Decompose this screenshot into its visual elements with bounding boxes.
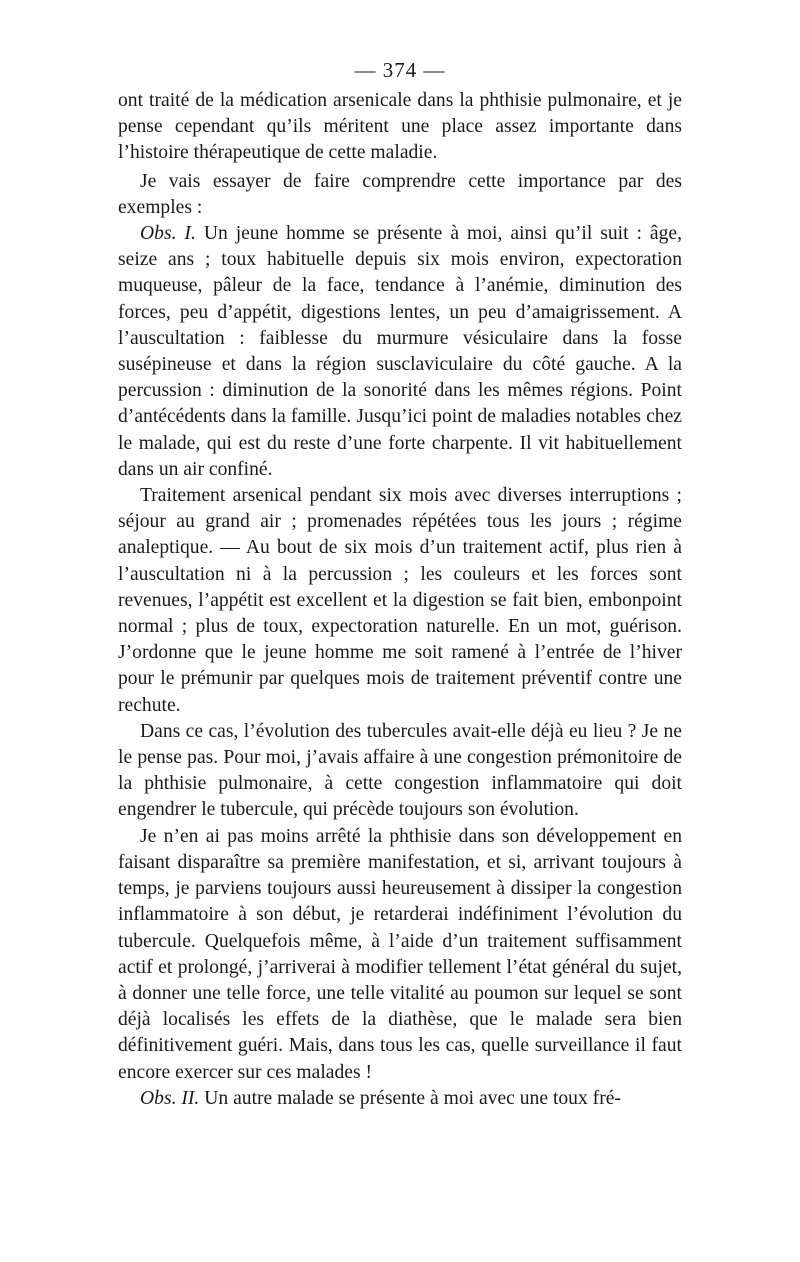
- observation-label: Obs. I.: [140, 223, 196, 245]
- paragraph-discussion: Dans ce cas, l’évolution des tubercules avait-elle déjà eu lieu ? Je ne le pense pas. Pour moi, j’avais affaire à une congestion prémonitoire de la phthisie pulmonaire, à cette congestion inflammatoire qui doit engendrer le tubercule, qui précède toujours son évolution.: [118, 720, 682, 821]
- observation-label: Obs. II.: [140, 1087, 200, 1109]
- observation-2: [118, 1086, 682, 1112]
- page-number: — 374 —: [354, 58, 446, 82]
- paragraph-2: Je vais essayer de faire comprendre cette importance par des exemples :: [118, 170, 682, 218]
- paragraph-treatment: Traitement arsenical pendant six mois avec diverses interruptions ; séjour au grand air ; promenades répétées tous les jours ; régime analeptique. — Au bout de six mois d’un traitement actif, plus rien à l’auscultation ni à la percussion ; les couleurs et les forces sont revenues, l’appétit est excellent et la digestion se fait bien, embonpoint normal ; plus de toux, expectoration naturelle. En un mot, guérison. J’ordonne que le jeune homme me soit ramené à l’entrée de l’hiver pour le prémunir par quelques mois de traitement préventif contre une rechute.: [118, 485, 682, 716]
- body-text: [118, 88, 682, 1112]
- observation-text: Un jeune homme se présente à moi, ainsi qu’il suit : âge, seize ans ; toux habituelle depuis six mois environ, expectoration muqueuse, pâleur de la face, tendance à l’anémie, diminution des forces, peu d’appétit, digestions lentes, un peu d’amaigrissement. A l’auscultation : faiblesse du murmure vésiculaire dans la fosse susépineuse et dans la région susclaviculaire du côté gauche. A la percussion : diminution de la sonorité dans les mêmes régions. Point d’antécédents dans la famille. Jusqu’ici point de maladies notables chez le malade, qui est du reste d’une forte charpente. Il vit habituellement dans un air confiné.: [118, 223, 682, 480]
- observation-text: Un autre malade se présente à moi avec une toux fré-: [199, 1087, 621, 1109]
- paragraph-1: ont traité de la médication arsenicale dans la phthisie pulmonaire, et je pense cependant qu’ils méritent une place assez importante dans l’histoire thérapeutique de cette maladie.: [118, 90, 682, 164]
- paragraph-conclusion: Je n’en ai pas moins arrêté la phthisie dans son développement en faisant disparaître sa première manifestation, et si, arrivant toujours à temps, je parviens toujours aussi heureusement à dissiper la congestion inflammatoire à son début, je retarderai indéfiniment l’évolution du tubercule. Quelquefois même, à l’aide d’un traitement suffisamment actif et prolongé, j’arriverai à modifier tellement l’état général du sujet, à donner une telle force, une telle vitalité au poumon sur lequel se sont déjà localisés les effets de la diathèse, que le malade sera bien définitivement guéri. Mais, dans tous les cas, quelle surveillance il faut encore exercer sur ces malades !: [118, 825, 682, 1083]
- observation-1: [118, 221, 682, 483]
